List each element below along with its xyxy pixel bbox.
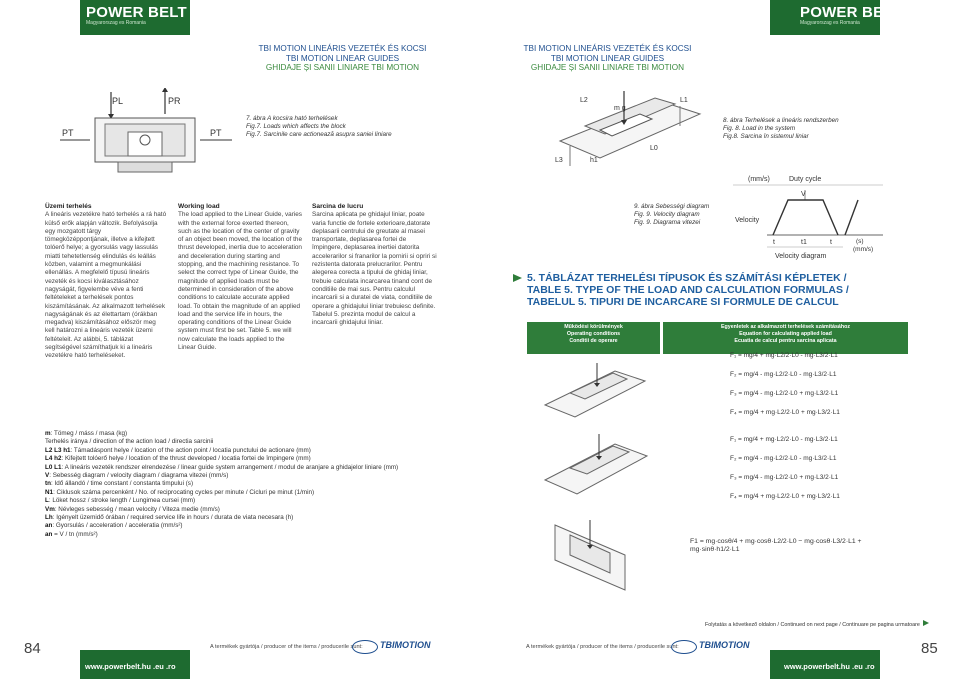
definition-key: tn — [45, 480, 51, 488]
brand-logo-right — [800, 5, 901, 27]
producer-right: A termékek gyártója / producer of the items / producerile sunt: — [526, 644, 679, 650]
formula-f1: F₁ = mg/4 + mg·L2/2·L0 - mg·L3/2·L1 — [730, 352, 838, 359]
table5-title-hu: 5. TÁBLÁZAT TERHELÉSI TÍPUSOK ÉS SZÁMÍTÁSI KÉPLETEK / — [527, 272, 847, 284]
fig8-caption-hu: 8. ábra Terhelések a lineáris rendszerben — [723, 117, 839, 124]
condition-drawing-1 — [535, 357, 655, 427]
definition-row — [45, 480, 475, 488]
col-body-en: The load applied to the Linear Guide, varies with the external force exerted thereon, such as the location of the center of gravity of an object been moved, the location of the thrust developed, inertia due to acceleration and deceleration during starting and stopping, and the machining resistance. To select the correct type of Linear Guide, the magnitude of applied loads must be determined in consideration of the above conditions to calculate accurate applied load. To obtain the magnitude of an applied load and the service life in hours, the operating conditions of the Linear Guide system must first be set. Table 5. we will now calculate the loads applied to the Linear Guide. — [178, 211, 302, 352]
header-line-ro: GHIDAJE ȘI SANII LINIARE TBI MOTION — [530, 63, 685, 73]
definition-value: : Támadáspont helye / location of the action point / locatia punctului de actionare (mm) — [70, 446, 311, 454]
header-line-hu: TBI MOTION LINEÁRIS VEZETÉK ÉS KOCSI — [258, 44, 427, 53]
definition-value: : Igényelt üzemidő órában / required service life in hours / durata de viata necesara (h) — [52, 514, 294, 522]
fig8-system-load-drawing — [540, 86, 715, 178]
definition-row — [45, 430, 475, 438]
definition-key: an — [45, 530, 53, 538]
definition-row — [45, 497, 475, 505]
definition-row — [45, 447, 475, 455]
header-line-hu: TBI MOTION LINEÁRIS VEZETÉK ÉS KOCSI — [523, 44, 692, 53]
definition-key: Vm — [45, 505, 55, 513]
definition-key: L2 L3 h1 — [45, 446, 71, 454]
velocity-units: (mm/s) — [748, 176, 770, 183]
table5-head-equations — [663, 322, 908, 354]
formula-cos: F1 = mg·cosθ/4 + mg·cosθ·L2/2·L0 − mg·cosθ·L3/2·L1 + mg·sinθ·h1/2·L1 — [690, 538, 862, 553]
col-heading-hu: Üzemi terhelés — [45, 203, 92, 210]
condition-drawing-3 — [535, 515, 655, 595]
text-column-en — [178, 203, 302, 352]
formula-f3: F₃ = mg/4 - mg·L2/2·L0 + mg·L3/2·L1 — [730, 390, 839, 397]
page-number-right: 85 — [921, 640, 938, 657]
head-cond-en: Operating conditions — [566, 331, 621, 337]
head-eq-ro: Ecuatia de calcul pentru sarcina aplicata — [734, 338, 837, 344]
formula-f4b: F₄ = mg/4 + mg·L2/2·L0 + mg·L3/2·L1 — [730, 493, 840, 500]
table5-title — [527, 272, 849, 308]
continue-note — [705, 620, 929, 628]
l2-label: L2 — [580, 97, 588, 104]
tbimotion-wordmark-left: TBIMOTION — [380, 640, 431, 650]
col-body-hu: A lineáris vezetékre ható terhelés a rá ható külső erők alapján változik. Befolyásolja egy mozgatott tárgy tömegközéppontjának, illetve a kifejtett tolóerő helye; a gyorsulás vagy lassulás miatti tehetetlenség elindulás és leállás közben, valamint a megmunkálási ellenállás. A megfelelő típusú lineáris vezeték és kocsi kiválasztásához nagyságát, figyelembe véve a fenti feltételeket a terhelések pontos kiszámításának. Az alkalmazott terhelések nagyságának és az élettartam (órákban megadva) kiszámításához először meg kell határozni a lineáris vezeték üzemi feltételeit. Az alábbi, 5. táblázat segítségével számíthatjuk ki a lineáris vezetékre ható terheléseket. — [45, 211, 167, 360]
fig9-caption-en: Fig. 9. Velocity diagram — [634, 211, 700, 218]
definition-key: N1 — [45, 488, 54, 496]
definition-row — [45, 531, 475, 539]
definition-key: Lh — [45, 514, 53, 522]
mms-units: (mm/s) — [853, 246, 874, 253]
velocity-diagram-caption: Velocity diagram — [775, 253, 827, 260]
duty-cycle-label: Duty cycle — [789, 176, 822, 183]
text-column-ro — [312, 203, 437, 327]
definition-value: : Tömeg / máss / masa (kg) — [50, 430, 128, 437]
t-label: t — [773, 239, 775, 246]
velocity-diagram — [733, 170, 893, 265]
h1-label: h1 — [590, 157, 598, 164]
definition-key: an — [45, 522, 53, 530]
definition-row — [45, 464, 475, 472]
website-right[interactable]: www.powerbelt.hu .eu .ro — [784, 662, 875, 671]
fig9-caption-ro: Fig. 9. Diagrama vitezei — [634, 219, 701, 226]
brand-name: POWER BELT — [800, 4, 901, 21]
fig9-caption-hu: 9. ábra Sebességi diagram — [634, 203, 710, 210]
brand-logo-left — [86, 5, 187, 27]
s-units: (s) — [856, 238, 864, 245]
definition-value: : Ciklusok száma percenként / No. of reciprocating cycles per minute / Cicluri pe minut (1/min) — [53, 488, 315, 496]
l3-label: L3 — [555, 157, 563, 164]
brand-tagline: Magyarorszag es Romania — [800, 20, 860, 26]
pl-label: PL — [112, 96, 124, 106]
definition-value: Terhelés iránya / direction of the action load / directia sarcinii — [45, 438, 214, 446]
definition-value: : Idő állandó / time constant / constanta timpului (s) — [50, 480, 194, 488]
definition-value: : Névleges sebesség / mean velocity / Viteza medie (mm/s) — [54, 505, 220, 513]
col-heading-ro: Sarcina de lucru — [312, 203, 364, 210]
fig9-caption — [634, 203, 734, 227]
col-heading-en: Working load — [178, 203, 220, 210]
website-left[interactable]: www.powerbelt.hu .eu .ro — [85, 662, 176, 671]
mg-label: m g — [614, 105, 626, 112]
continue-text: Folytatás a következő oldalon / Continued on next page / Continuare pe pagina urmatoare — [705, 622, 920, 628]
tbi-logo-left — [352, 640, 378, 654]
formula-f1b: F₁ = mg/4 + mg·L2/2·L0 - mg·L3/2·L1 — [730, 436, 838, 443]
continue-arrow-icon — [923, 620, 929, 626]
text-column-hu — [45, 203, 167, 361]
fig7-caption-ro: Fig.7. Sarcinile care actionează asupra saniei liniare — [246, 131, 392, 138]
pr-label: PR — [168, 96, 181, 106]
definition-key: m — [45, 430, 51, 437]
header-line-ro: GHIDAJE ȘI SANII LINIARE TBI MOTION — [265, 63, 420, 73]
formula-f2: F₂ = mg/4 - mg·L2/2·L0 - mg·L3/2·L1 — [730, 371, 837, 378]
fig8-caption-ro: Fig.8. Sarcina în sistemul liniar — [723, 133, 809, 140]
definition-row — [45, 514, 475, 522]
table5-arrow-icon — [513, 274, 522, 282]
v-label: V — [801, 191, 806, 198]
t1-label: t1 — [801, 239, 807, 246]
formula-f2b: F₂ = mg/4 - mg·L2/2·L0 - mg·L3/2·L1 — [730, 455, 837, 462]
table5-head-conditions — [527, 322, 660, 354]
fig8-caption-en: Fig. 8. Load in the system — [723, 125, 796, 132]
pt-left-label: PT — [62, 128, 74, 138]
formula-block-2 — [730, 436, 840, 501]
header-line-en: TBI MOTION LINEAR GUIDES — [550, 53, 665, 63]
definition-key: L — [45, 497, 49, 505]
definition-row — [45, 489, 475, 497]
brand-tagline: Magyarorszag es Romania — [86, 20, 146, 26]
formula-f4: F₄ = mg/4 + mg·L2/2·L0 + mg·L3/2·L1 — [730, 409, 840, 416]
definition-row — [45, 472, 475, 480]
head-cond-ro: Conditii de operare — [569, 338, 618, 344]
definition-row — [45, 506, 475, 514]
col-body-ro: Sarcina aplicata pe ghidajul liniar, poate varia functie de fortele exterioare,datorate deplasarii centrului de greutate al masei transportate, deplasarea fortei de împingere, deplasarea inertiei datorita accelerarilor si franarilor la pornirii si opriri si rezistenta datorata prelucrarilor. Pentru alegerea corecta a tipului de ghidaj liniar, trebuie calculata incarcarea tinand cont de conditiile de mai sus. Pentru calculul incarcarii si a duratei de viata, conditiile de operare a ghidajului liniar trebuiesc definite. Tabelul 5. prezinta modul de calcul a incarcarii ghidajului liniar. — [312, 211, 437, 327]
table5-title-ro: TABELUL 5. TIPURI DE INCARCARE SI FORMULE DE CALCUL — [527, 296, 839, 308]
fig7-caption — [246, 115, 416, 139]
definition-value: : Gyorsulás / acceleration / acceleratia (mm/s²) — [52, 522, 183, 530]
brand-name: POWER BELT — [86, 4, 187, 21]
page-header-right — [490, 44, 725, 73]
definition-row — [45, 522, 475, 530]
definition-value: : A lineáris vezeték rendszer elrendezése / linear guide system arrangement / modul de aranjare a ghidajelor liniare (mm) — [61, 463, 399, 471]
fig8-caption — [723, 117, 893, 141]
definition-key: L4 h2 — [45, 455, 62, 463]
table5-title-en: TABLE 5. TYPE OF THE LOAD AND CALCULATION FORMULAS / — [527, 284, 849, 296]
velocity-axis-label: Velocity — [735, 217, 760, 224]
fig7-caption-en: Fig.7. Loads which affects the block — [246, 123, 346, 130]
head-eq-hu: Egyenletek az alkalmazott terhelések számításához — [721, 324, 850, 330]
pt-right-label: PT — [210, 128, 222, 138]
definition-value: : Kifejtett tolóerő helye / location of the thrust developed / locatia fortei de împingere (mm) — [61, 455, 311, 463]
l0-label: L0 — [650, 145, 658, 152]
definition-row — [45, 438, 475, 446]
definition-value: = V / tn (mm/s²) — [52, 530, 98, 538]
definition-value: : Löket hossz / stroke length / Lungimea cursei (mm) — [48, 497, 196, 505]
definition-value: : Sebesség diagram / velocity diagram / diagrama vitezei (mm/s) — [49, 472, 229, 480]
tbi-logo-right — [671, 640, 697, 654]
head-eq-en: Equation for calculating applied load — [739, 331, 832, 337]
page-number-left: 84 — [24, 640, 41, 657]
header-line-en: TBI MOTION LINEAR GUIDES — [285, 53, 400, 63]
fig7-caption-hu: 7. ábra A kocsira ható terhelések — [246, 115, 338, 122]
formula-block-1 — [730, 352, 840, 417]
formula-f3b: F₃ = mg/4 - mg·L2/2·L0 + mg·L3/2·L1 — [730, 474, 839, 481]
condition-drawing-2 — [535, 430, 655, 510]
l1-label: L1 — [680, 97, 688, 104]
t2-label: t — [830, 239, 832, 246]
definition-key: L0 L1 — [45, 463, 62, 471]
producer-left: A termékek gyártója / producer of the items / producerile sunt: — [210, 644, 363, 650]
fig7-block-loads-drawing — [60, 88, 235, 176]
page-header-left — [225, 44, 460, 73]
head-cond-hu: Működési körülmények — [564, 324, 623, 330]
definition-row — [45, 455, 475, 463]
definition-key: V — [45, 472, 50, 480]
tbimotion-wordmark-right: TBIMOTION — [699, 640, 750, 650]
symbol-definitions — [45, 430, 475, 539]
